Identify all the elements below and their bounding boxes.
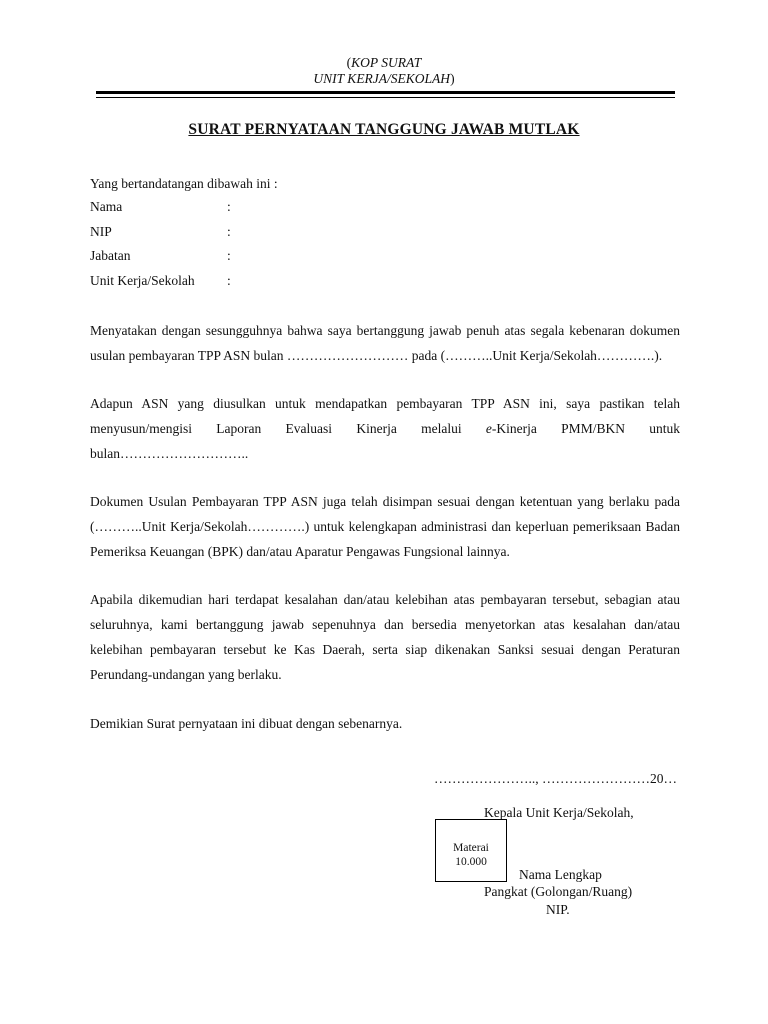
field-nama bbox=[90, 199, 231, 224]
p2-text-before: Adapun ASN yang diusulkan untuk mendapatkan pembayaran TPP ASN ini, saya pastikan telah menyusun/mengisi Laporan Evaluasi Kinerja melalui bbox=[90, 396, 680, 436]
field-separator: : bbox=[227, 272, 231, 288]
kop-line-2: UNIT KERJA/SEKOLAH bbox=[313, 71, 451, 86]
document-title: SURAT PERNYATAAN TANGGUNG JAWAB MUTLAK bbox=[188, 121, 580, 138]
p2-text-after: -Kinerja PMM/BKN untuk bulan……………………….. bbox=[90, 421, 680, 461]
paragraph-document-storage: Dokumen Usulan Pembayaran TPP ASN juga telah disimpan sesuai dengan ketentuan yang berlaku pada (………..Unit Kerja/Sekolah………….) untuk kelengkapan administrasi dan keperluan pemeriksaan Badan Pemeriksa Keuangan (BPK) dan/atau Aparatur Pengawas Fungsional lainnya. bbox=[90, 494, 680, 559]
field-label: Nama bbox=[90, 199, 123, 214]
field-jabatan bbox=[90, 248, 231, 273]
kop-line-1: KOP SURAT bbox=[351, 55, 422, 70]
paragraph-asn-evaluation bbox=[90, 391, 680, 466]
kop-open-paren: ( bbox=[346, 55, 352, 70]
letterhead-rule-thick bbox=[96, 91, 675, 94]
field-separator: : bbox=[227, 223, 231, 239]
signatory-nip: NIP. bbox=[546, 902, 570, 917]
letterhead-rule-thin bbox=[96, 97, 675, 98]
p2-italic-e: e bbox=[485, 421, 492, 436]
materai-label: Materai bbox=[453, 842, 489, 854]
stamp-duty-box bbox=[435, 819, 507, 882]
field-unit-kerja bbox=[90, 273, 231, 298]
field-nip bbox=[90, 224, 231, 249]
field-label: Unit Kerja/Sekolah bbox=[90, 272, 195, 288]
signatory-rank: Pangkat (Golongan/Ruang) bbox=[484, 884, 633, 899]
paragraph-closing: Demikian Surat pernyataan ini dibuat dengan sebenarnya. bbox=[90, 716, 403, 731]
paragraph-statement: Menyatakan dengan sesungguhnya bahwa saya bertanggung jawab penuh atas segala kebenaran dokumen usulan pembayaran TPP ASN bulan ……………………… pada (………..Unit Kerja/Sekolah………….). bbox=[90, 323, 680, 363]
place-date-line: ………………….., ……………………20… bbox=[434, 771, 677, 786]
signatory-position: Kepala Unit Kerja/Sekolah, bbox=[484, 805, 634, 820]
identity-fields bbox=[90, 199, 231, 297]
field-separator: : bbox=[227, 248, 231, 263]
paragraph-liability: Apabila dikemudian hari terdapat kesalahan dan/atau kelebihan atas pembayaran tersebut, sebagian atau seluruhnya, kami bertanggung jawab sepenuhnya dan bersedia menyetorkan atas kesalahan dan/atau kelebihan pembayaran tersebut ke Kas Daerah, serta siap dikenakan Sanksi sesuai dengan Peraturan Perundang-undangan yang berlaku. bbox=[90, 592, 680, 682]
letterhead-placeholder bbox=[0, 55, 768, 87]
field-separator: : bbox=[227, 199, 231, 214]
field-label: Jabatan bbox=[90, 248, 131, 263]
field-label: NIP bbox=[90, 223, 112, 239]
kop-close-paren: ) bbox=[450, 71, 455, 86]
intro-text: Yang bertandatangan dibawah ini : bbox=[90, 176, 278, 191]
materai-value: 10.000 bbox=[455, 856, 487, 868]
signatory-name: Nama Lengkap bbox=[519, 867, 602, 882]
